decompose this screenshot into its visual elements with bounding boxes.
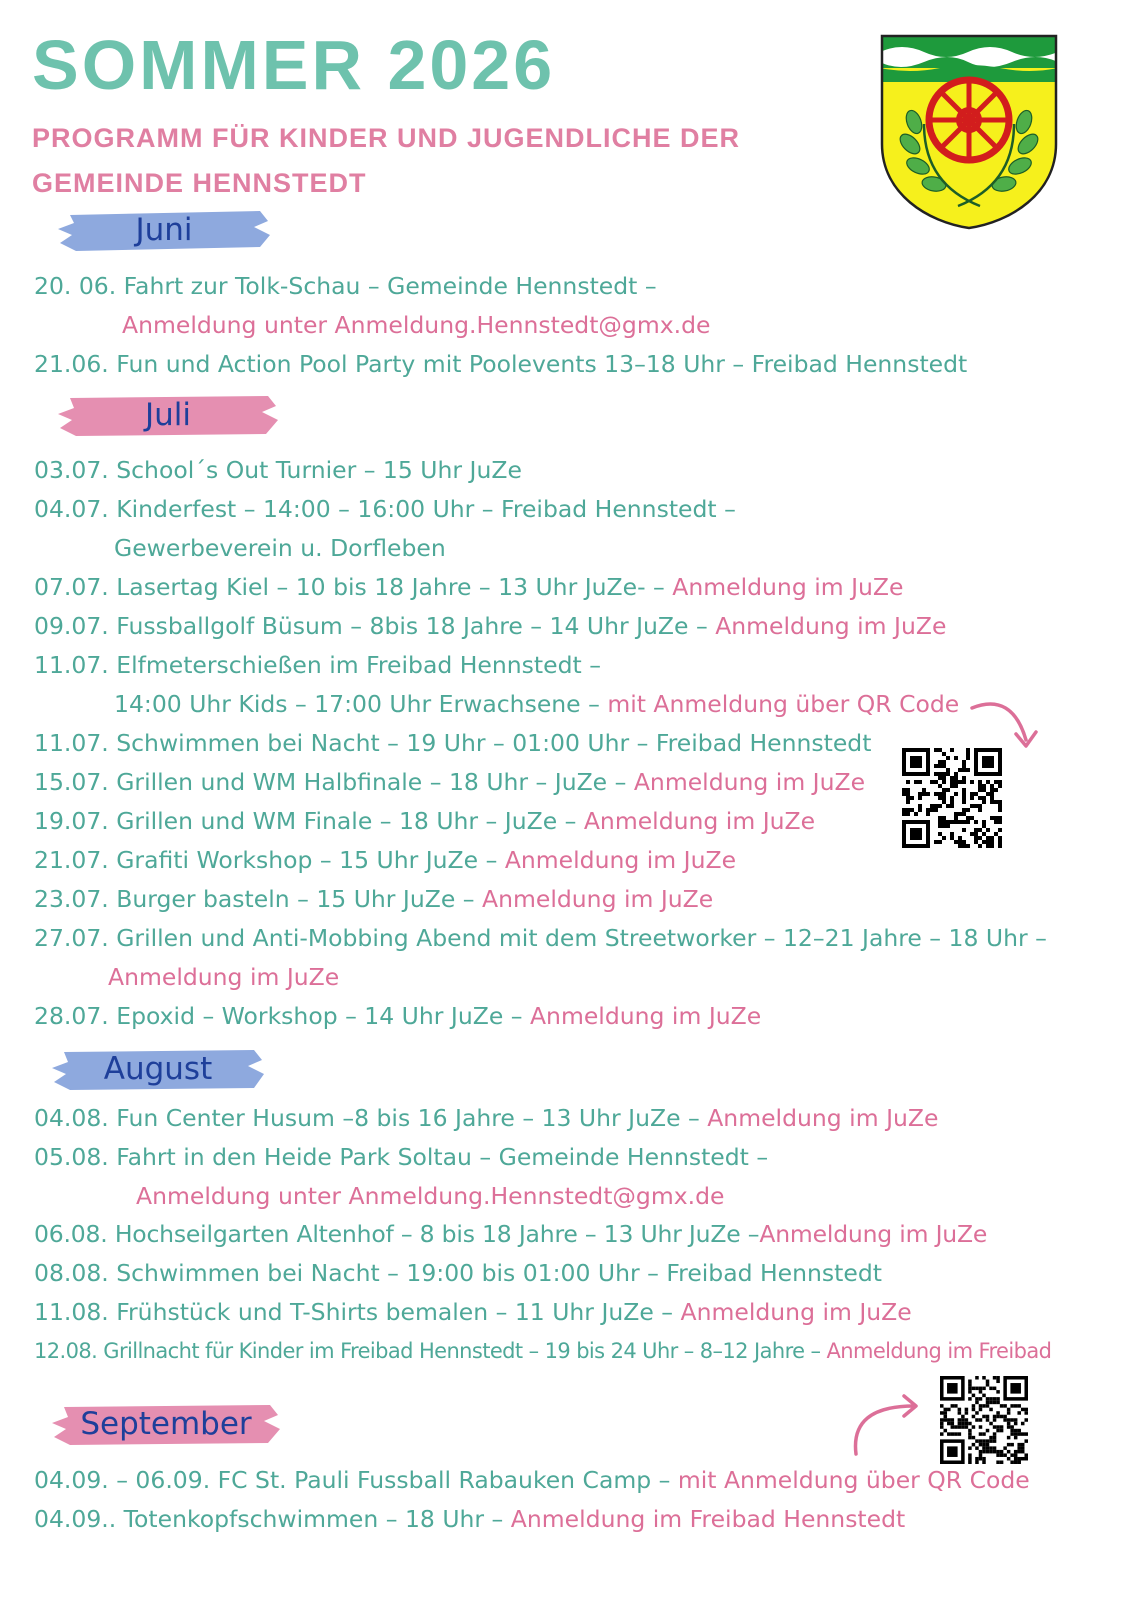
registration-note: Anmeldung unter Anmeldung.Hennstedt@gmx.de — [136, 1182, 725, 1210]
event-line — [34, 1297, 912, 1327]
event-line — [34, 650, 601, 680]
event-line — [34, 767, 865, 797]
event-line — [34, 271, 657, 301]
event-text: 07.07. Lasertag Kiel – 10 bis 18 Jahre – 13 Uhr JuZe- – — [34, 573, 673, 601]
event-text: 14:00 Uhr Kids – 17:00 Uhr Erwachsene – — [114, 690, 608, 718]
event-text: 11.08. Frühstück und T-Shirts bemalen – 11 Uhr JuZe – — [34, 1298, 681, 1326]
registration-note: Anmeldung im JuZe — [680, 1298, 912, 1326]
month-header-august — [50, 1042, 266, 1096]
coat-of-arms-logo — [880, 34, 1058, 230]
event-text: 04.09. – 06.09. FC St. Pauli Fussball Rabauken Camp – — [34, 1466, 678, 1494]
registration-note: Anmeldung im JuZe — [707, 1104, 939, 1132]
registration-note: Anmeldung im Freibad — [826, 1339, 1052, 1363]
registration-note: Anmeldung im JuZe — [583, 807, 816, 835]
month-header-juni — [56, 203, 272, 257]
event-text: 21.06. Fun und Action Pool Party mit Poolevents 13–18 Uhr – Freibad Hennstedt — [34, 350, 968, 378]
event-line — [34, 455, 522, 485]
event-line — [114, 533, 446, 563]
event-line — [34, 923, 1047, 953]
month-label: August — [103, 1051, 213, 1087]
event-text: 04.08. Fun Center Husum –8 bis 16 Jahre – 13 Uhr JuZe – — [34, 1104, 708, 1132]
registration-note: Anmeldung im JuZe — [633, 768, 866, 796]
registration-note: Anmeldung im Freibad Hennstedt — [510, 1505, 906, 1533]
event-text: 03.07. School´s Out Turnier – 15 Uhr JuZe — [34, 456, 522, 484]
event-line — [34, 1336, 1051, 1366]
registration-note: Anmeldung unter Anmeldung.Hennstedt@gmx.de — [122, 311, 711, 339]
event-text: 11.07. Schwimmen bei Nacht – 19 Uhr – 01:00 Uhr – Freibad Hennstedt — [34, 729, 872, 757]
curved-arrow-icon — [968, 690, 1042, 756]
event-line — [34, 806, 815, 836]
registration-note: Anmeldung im JuZe — [108, 963, 340, 991]
event-text: 20. 06. Fahrt zur Tolk-Schau – Gemeinde Hennstedt – — [34, 272, 657, 300]
event-line — [34, 1504, 905, 1534]
event-line — [34, 611, 946, 641]
event-text: 21.07. Grafiti Workshop – 15 Uhr JuZe – — [34, 846, 505, 874]
event-line — [34, 1258, 882, 1288]
curved-arrow-icon — [846, 1388, 926, 1460]
month-label: Juni — [135, 212, 193, 248]
event-text: 28.07. Epoxid – Workshop – 14 Uhr JuZe – — [34, 1002, 530, 1030]
event-text: 06.08. Hochseilgarten Altenhof – 8 bis 18 Jahre – 13 Uhr JuZe – — [34, 1220, 760, 1248]
registration-note: Anmeldung im JuZe — [672, 573, 904, 601]
event-line — [34, 1465, 1030, 1495]
month-label: Juli — [144, 397, 191, 433]
poster-subtitle: PROGRAMM FÜR KINDER UND JUGENDLICHE DER GEMEINDE HENNSTEDT — [32, 123, 741, 198]
event-line — [34, 1103, 938, 1133]
event-line — [34, 884, 713, 914]
qr-code[interactable] — [902, 748, 1002, 848]
event-text: Gewerbeverein u. Dorfleben — [114, 534, 446, 562]
event-text: 15.07. Grillen und WM Halbfinale – 18 Uhr – JuZe – — [34, 768, 634, 796]
event-text: 11.07. Elfmeterschießen im Freibad Hennstedt – — [34, 651, 601, 679]
event-text: 19.07. Grillen und WM Finale – 18 Uhr – JuZe – — [34, 807, 584, 835]
event-line — [34, 494, 736, 524]
registration-note: Anmeldung im JuZe — [715, 612, 947, 640]
month-header-september — [50, 1397, 282, 1451]
event-line — [34, 572, 903, 602]
event-line — [108, 962, 339, 992]
event-line — [34, 1001, 761, 1031]
event-line — [34, 349, 967, 379]
event-line — [34, 728, 871, 758]
qr-code[interactable] — [940, 1376, 1028, 1464]
registration-note: Anmeldung im JuZe — [482, 885, 714, 913]
event-line — [34, 845, 736, 875]
event-text: 04.09.. Totenkopfschwimmen – 18 Uhr – — [34, 1505, 511, 1533]
event-text: 27.07. Grillen und Anti-Mobbing Abend mit dem Streetworker – 12–21 Jahre – 18 Uhr – — [34, 924, 1047, 952]
event-text: 08.08. Schwimmen bei Nacht – 19:00 bis 01:00 Uhr – Freibad Hennstedt — [34, 1259, 882, 1287]
event-line — [136, 1181, 725, 1211]
event-text: 05.08. Fahrt in den Heide Park Soltau – Gemeinde Hennstedt – — [34, 1143, 769, 1171]
event-line — [34, 1142, 768, 1172]
registration-note: Anmeldung im JuZe — [504, 846, 737, 874]
registration-note: mit Anmeldung über QR Code — [607, 690, 960, 718]
registration-note: mit Anmeldung über QR Code — [677, 1466, 1030, 1494]
event-text: 09.07. Fussballgolf Büsum – 8bis 18 Jahre – 14 Uhr JuZe – — [34, 612, 716, 640]
event-line — [122, 310, 711, 340]
event-text: 04.07. Kinderfest – 14:00 – 16:00 Uhr – Freibad Hennstedt – — [34, 495, 736, 523]
event-text: 23.07. Burger basteln – 15 Uhr JuZe – — [34, 885, 483, 913]
month-header-juli — [56, 388, 280, 442]
event-text: 12.08. Grillnacht für Kinder im Freibad Hennstedt – 19 bis 24 Uhr – 8–12 Jahre – — [34, 1339, 827, 1363]
event-line — [114, 689, 959, 719]
event-line — [34, 1219, 987, 1249]
month-label: September — [80, 1406, 252, 1442]
poster-title: SOMMER 2026 — [32, 26, 556, 104]
registration-note: Anmeldung im JuZe — [529, 1002, 762, 1030]
registration-note: Anmeldung im JuZe — [759, 1220, 988, 1248]
